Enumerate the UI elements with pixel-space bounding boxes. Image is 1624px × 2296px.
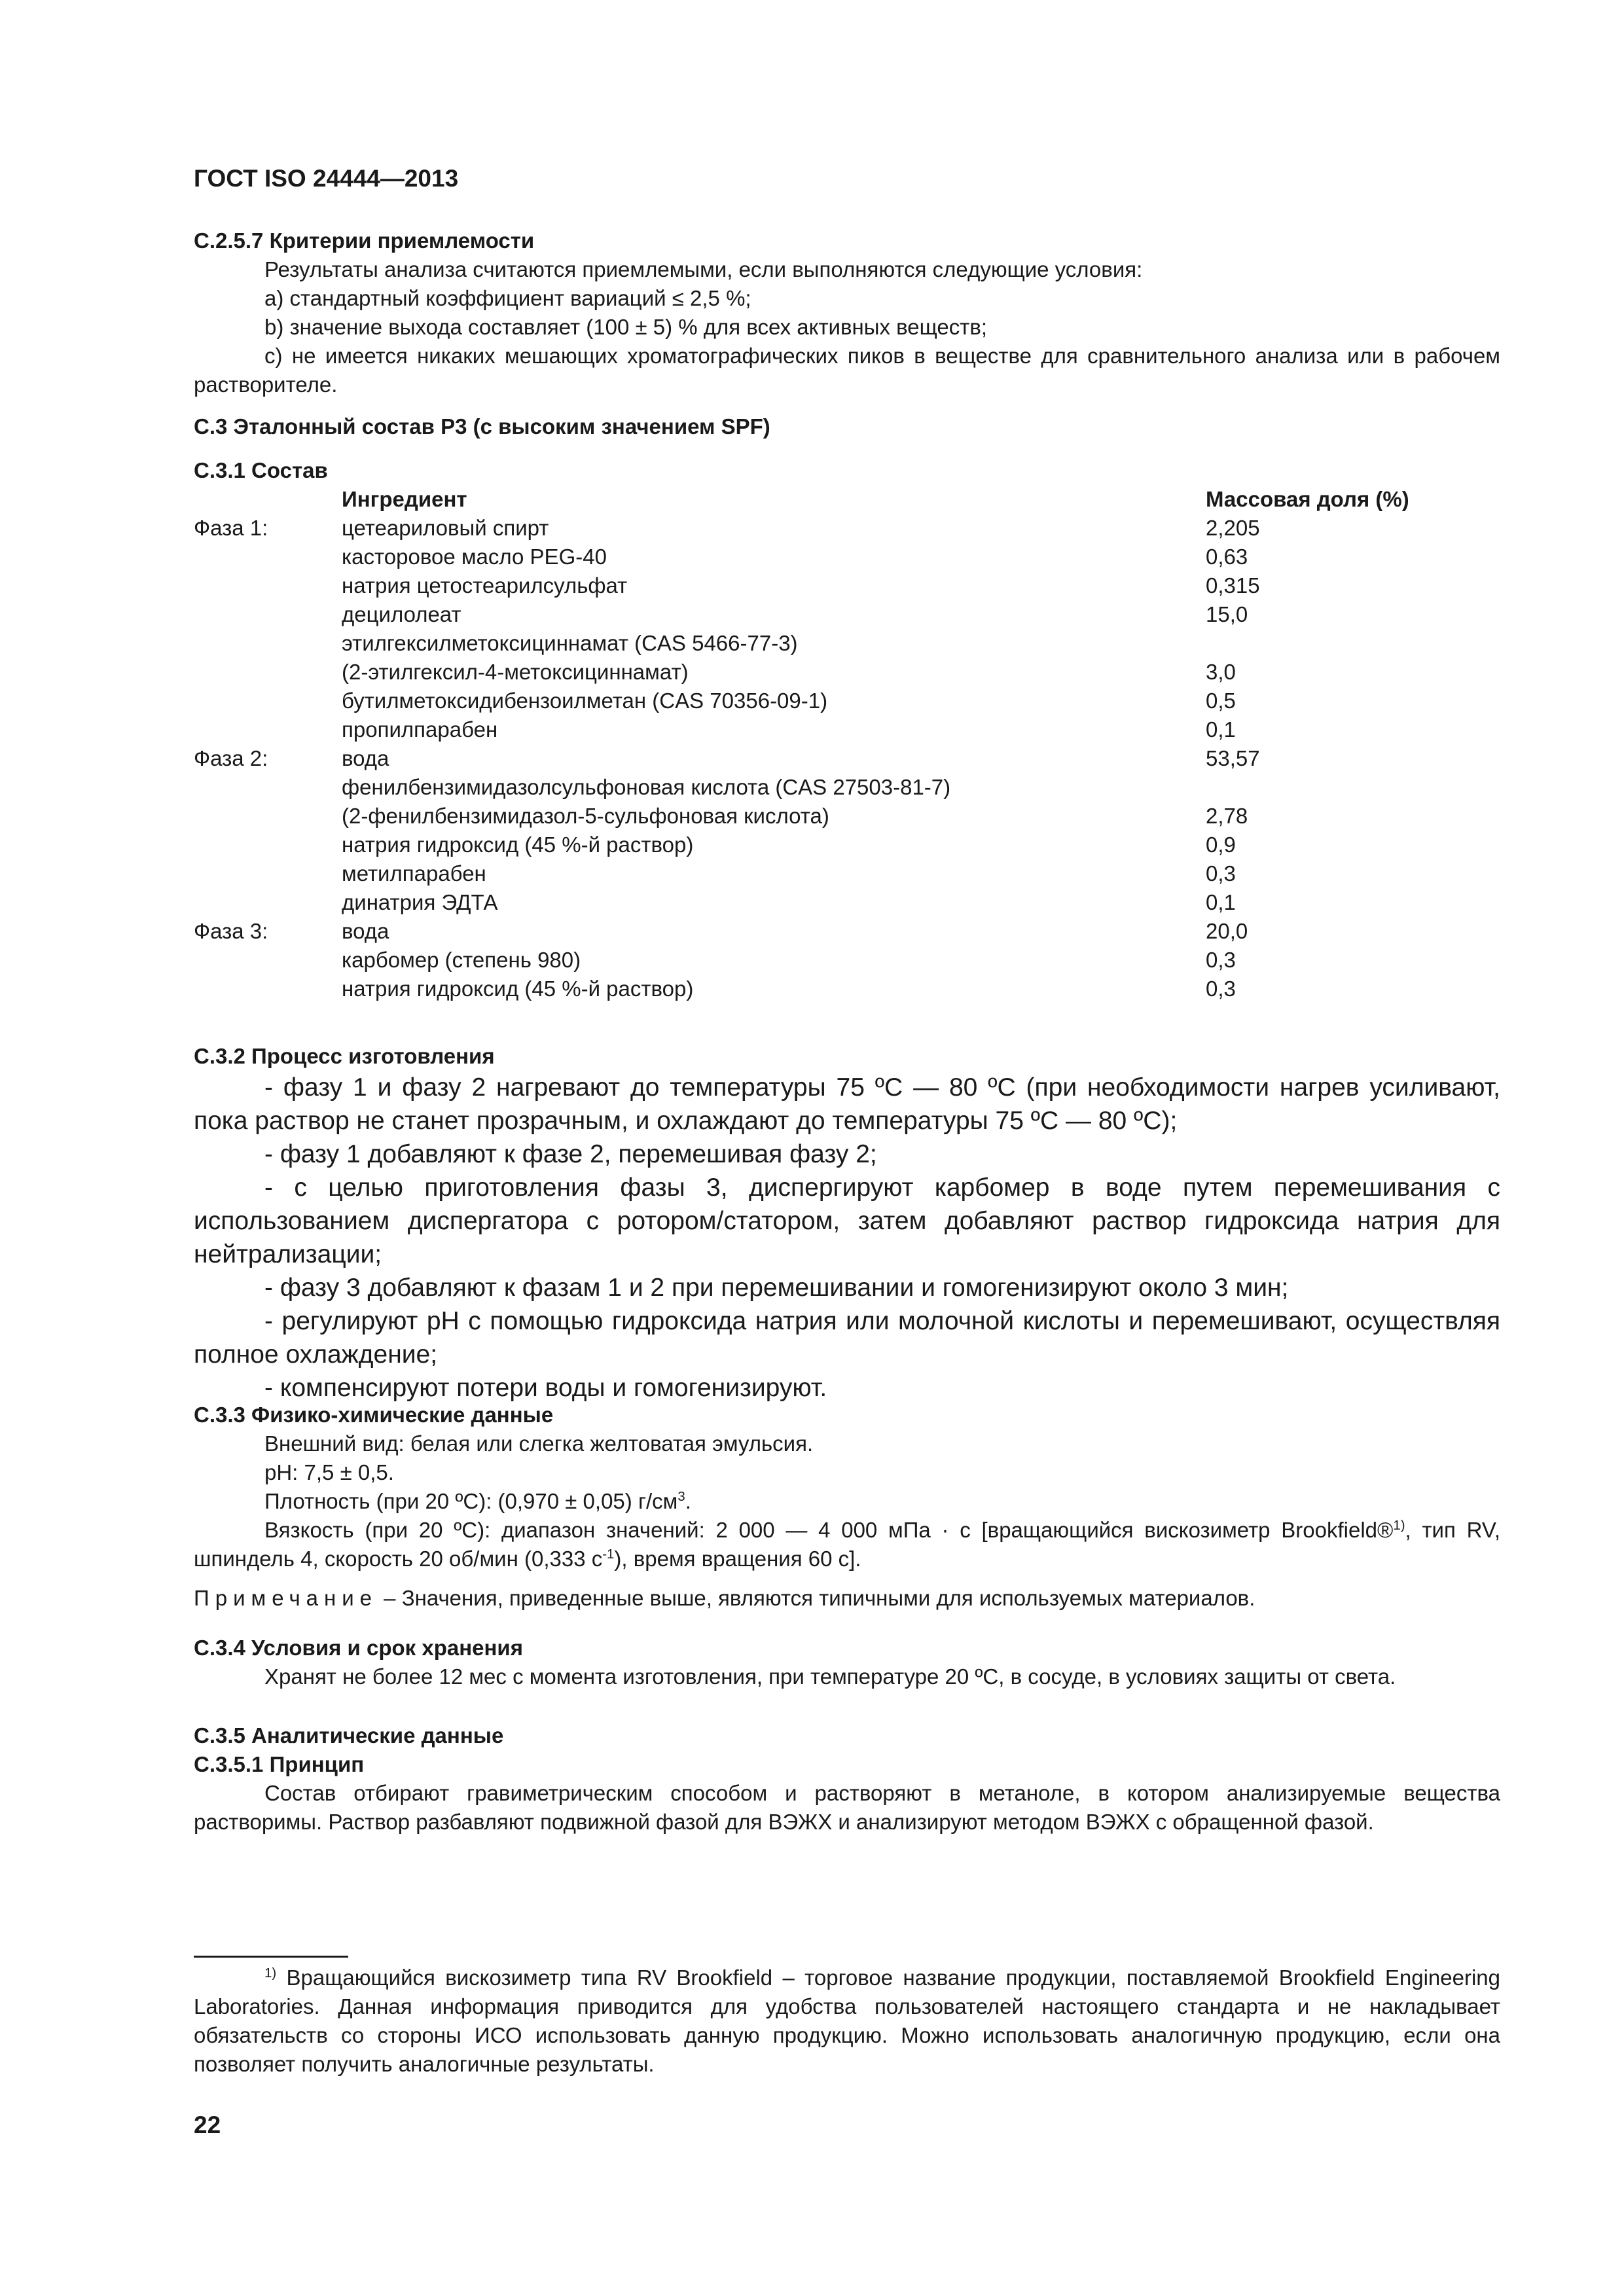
ingredient-name: (2-этилгексил-4-метоксициннамат): [342, 660, 689, 684]
section-c32: [194, 1042, 1500, 1405]
section-c34: [194, 1634, 1500, 1691]
table-row: [194, 888, 1500, 917]
ingredient-name: натрия цетостеарилсульфат: [342, 573, 628, 598]
mass-fraction: 0,3: [1206, 977, 1236, 1001]
viscosity-text: Вязкость (при 20 ºC): диапазон значений: 2 000 — 4 000 мПа · с [вращающийся вискозиметр Brookfield®$^{1)}$, тип RV, шпиндель 4, скорость 20 об/мин (0,333 $с^{-1}$), время вращения 60 с].: [194, 1518, 1500, 1571]
ingredient-name: бутилметоксидибензоилметан (CAS 70356-09-1): [342, 689, 828, 713]
composition-table-header: [194, 485, 1500, 514]
mass-fraction: 0,315: [1206, 573, 1260, 598]
list-item: c) не имеется никаких мешающих хроматографических пиков в веществе для сравнительного анализа или в рабочем растворителе.: [194, 344, 1500, 397]
ingredient-name: пропилпарабен: [342, 717, 498, 742]
footnote: [194, 1964, 1500, 2079]
footnote-divider: [194, 1956, 348, 1958]
table-row: [194, 658, 1500, 687]
section-heading: C.2.5.7 Критерии приемлемости: [194, 228, 535, 253]
table-row: [194, 600, 1500, 629]
process-step: - фазу 1 добавляют к фазе 2, перемешивая фазу 2;: [264, 1140, 877, 1168]
process-steps: [194, 1071, 1500, 1405]
table-row: [194, 831, 1500, 859]
ingredient-name: натрия гидроксид (45 %-й раствор): [342, 977, 694, 1001]
phase-label: Фаза 1:: [194, 516, 268, 540]
mass-fraction: 0,1: [1206, 717, 1236, 742]
section-heading: C.3.3 Физико-химические данные: [194, 1403, 554, 1427]
mass-fraction: 2,78: [1206, 804, 1248, 828]
paragraph: Состав отбирают гравиметрическим способом и растворяют в метаноле, в котором анализируемые вещества растворимы. Раствор разбавляют подвижной фазой для ВЭЖХ и анализируют методом ВЭЖХ с обращенной фазой.: [194, 1781, 1500, 1834]
appearance-text: Внешний вид: белая или слегка желтоватая эмульсия.: [264, 1431, 814, 1456]
mass-fraction: 0,3: [1206, 861, 1236, 886]
list-item: a) стандартный коэффициент вариаций ≤ 2,5 %;: [264, 286, 751, 310]
ingredient-name: этилгексилметоксициннамат (CAS 5466-77-3): [342, 631, 798, 655]
density-text: Плотность (при 20 ºC): (0,970 ± 0,05) $г/см^3$.: [264, 1489, 691, 1513]
table-row: [194, 917, 1500, 946]
mass-fraction: 53,57: [1206, 746, 1260, 770]
table-row: [194, 687, 1500, 715]
table-row: [194, 514, 1500, 543]
ingredient-name: (2-фенилбензимидазол-5-сульфоновая кислота): [342, 804, 829, 828]
page-number: 22: [194, 2111, 221, 2138]
mass-fraction: 0,9: [1206, 833, 1236, 857]
footnote-mark: 1): [264, 1965, 277, 1981]
column-header-ingredient: Ингредиент: [342, 487, 467, 511]
mass-fraction: 20,0: [1206, 919, 1248, 943]
table-row: [194, 715, 1500, 744]
table-row: [194, 629, 1500, 658]
note: Примечание – Значения, приведенные выше, являются типичными для используемых материалов.: [194, 1586, 1255, 1610]
column-header-mass-fraction: Массовая доля (%): [1206, 487, 1409, 511]
table-row: [194, 946, 1500, 975]
process-step: - фазу 1 и фазу 2 нагревают до температуры 75 ºC — 80 ºC (при необходимости нагрев усиливают, пока раствор не станет прозрачным, и охлаждают до температуры 75 ºC — 80 ºC);: [194, 1073, 1500, 1135]
section-heading: C.3.5.1 Принцип: [194, 1752, 365, 1776]
phase-label: Фаза 3:: [194, 919, 268, 943]
section-c35: [194, 1721, 1500, 1837]
phase-label: Фаза 2:: [194, 746, 268, 770]
table-row: [194, 773, 1500, 802]
ingredient-name: касторовое масло PEG-40: [342, 545, 607, 569]
mass-fraction: 2,205: [1206, 516, 1260, 540]
list-item: b) значение выхода составляет (100 ± 5) % для всех активных веществ;: [264, 315, 988, 339]
document-header: ГОСТ ISO 24444—2013: [194, 165, 459, 192]
ingredient-name: карбомер (степень 980): [342, 948, 581, 972]
note-label: Примечание: [194, 1586, 378, 1610]
process-step: - регулируют pH с помощью гидроксида натрия или молочной кислоты и перемешивают, осуществляя полное охлаждение;: [194, 1307, 1500, 1369]
table-row: [194, 975, 1500, 1003]
ingredient-name: динатрия ЭДТА: [342, 890, 498, 914]
section-c257: [194, 226, 1500, 399]
table-row: [194, 543, 1500, 571]
table-row: [194, 859, 1500, 888]
mass-fraction: 0,1: [1206, 890, 1236, 914]
table-row: [194, 744, 1500, 773]
mass-fraction: 0,63: [1206, 545, 1248, 569]
section-c3: [194, 412, 1500, 441]
ingredient-name: вода: [342, 919, 389, 943]
composition-table: [194, 514, 1500, 1003]
mass-fraction: 0,3: [1206, 948, 1236, 972]
process-step: - компенсируют потери воды и гомогенизируют.: [264, 1374, 827, 1402]
mass-fraction: 3,0: [1206, 660, 1236, 684]
ingredient-name: вода: [342, 746, 389, 770]
ingredient-name: фенилбензимидазолсульфоновая кислота (CAS 27503-81-7): [342, 775, 951, 799]
ingredient-name: метилпарабен: [342, 861, 486, 886]
mass-fraction: 0,5: [1206, 689, 1236, 713]
table-row: [194, 802, 1500, 831]
section-c33: [194, 1401, 1500, 1613]
process-step: - с целью приготовления фазы 3, диспергируют карбомер в воде путем перемешивания с использованием диспергатора с ротором/статором, затем добавляют раствор гидроксида натрия для нейтрализации;: [194, 1174, 1500, 1268]
paragraph: Хранят не более 12 мес с момента изготовления, при температуре 20 ºC, в сосуде, в условиях защиты от света.: [264, 1664, 1396, 1689]
ingredient-name: натрия гидроксид (45 %-й раствор): [342, 833, 694, 857]
footnote-text: Вращающийся вискозиметр типа RV Brookfield – торговое название продукции, поставляемой Brookfield Engineering Laboratories. Данная информация приводится для удобства пользователей настоящего стандарта и не накладывает обязательств со стороны ИСО использовать данную продукцию. Можно использовать аналогичную продукцию, если она позволяет получить аналогичные результаты.: [194, 1965, 1500, 2076]
section-heading: C.3 Эталонный состав P3 (с высоким значением SPF): [194, 414, 770, 439]
section-c31: [194, 456, 1500, 1003]
footnote-reference: 1): [1393, 1518, 1405, 1533]
ingredient-name: цетеариловый спирт: [342, 516, 549, 540]
ingredient-name: децилолеат: [342, 602, 461, 626]
paragraph: Результаты анализа считаются приемлемыми, если выполняются следующие условия:: [264, 257, 1143, 281]
section-heading: C.3.1 Состав: [194, 458, 328, 482]
section-heading: C.3.2 Процесс изготовления: [194, 1044, 495, 1068]
section-heading: C.3.5 Аналитические данные: [194, 1723, 504, 1748]
table-row: [194, 571, 1500, 600]
section-heading: C.3.4 Условия и срок хранения: [194, 1636, 523, 1660]
mass-fraction: 15,0: [1206, 602, 1248, 626]
ph-text: pH: 7,5 ± 0,5.: [264, 1460, 394, 1484]
process-step: - фазу 3 добавляют к фазам 1 и 2 при перемешивании и гомогенизируют около 3 мин;: [264, 1274, 1289, 1302]
